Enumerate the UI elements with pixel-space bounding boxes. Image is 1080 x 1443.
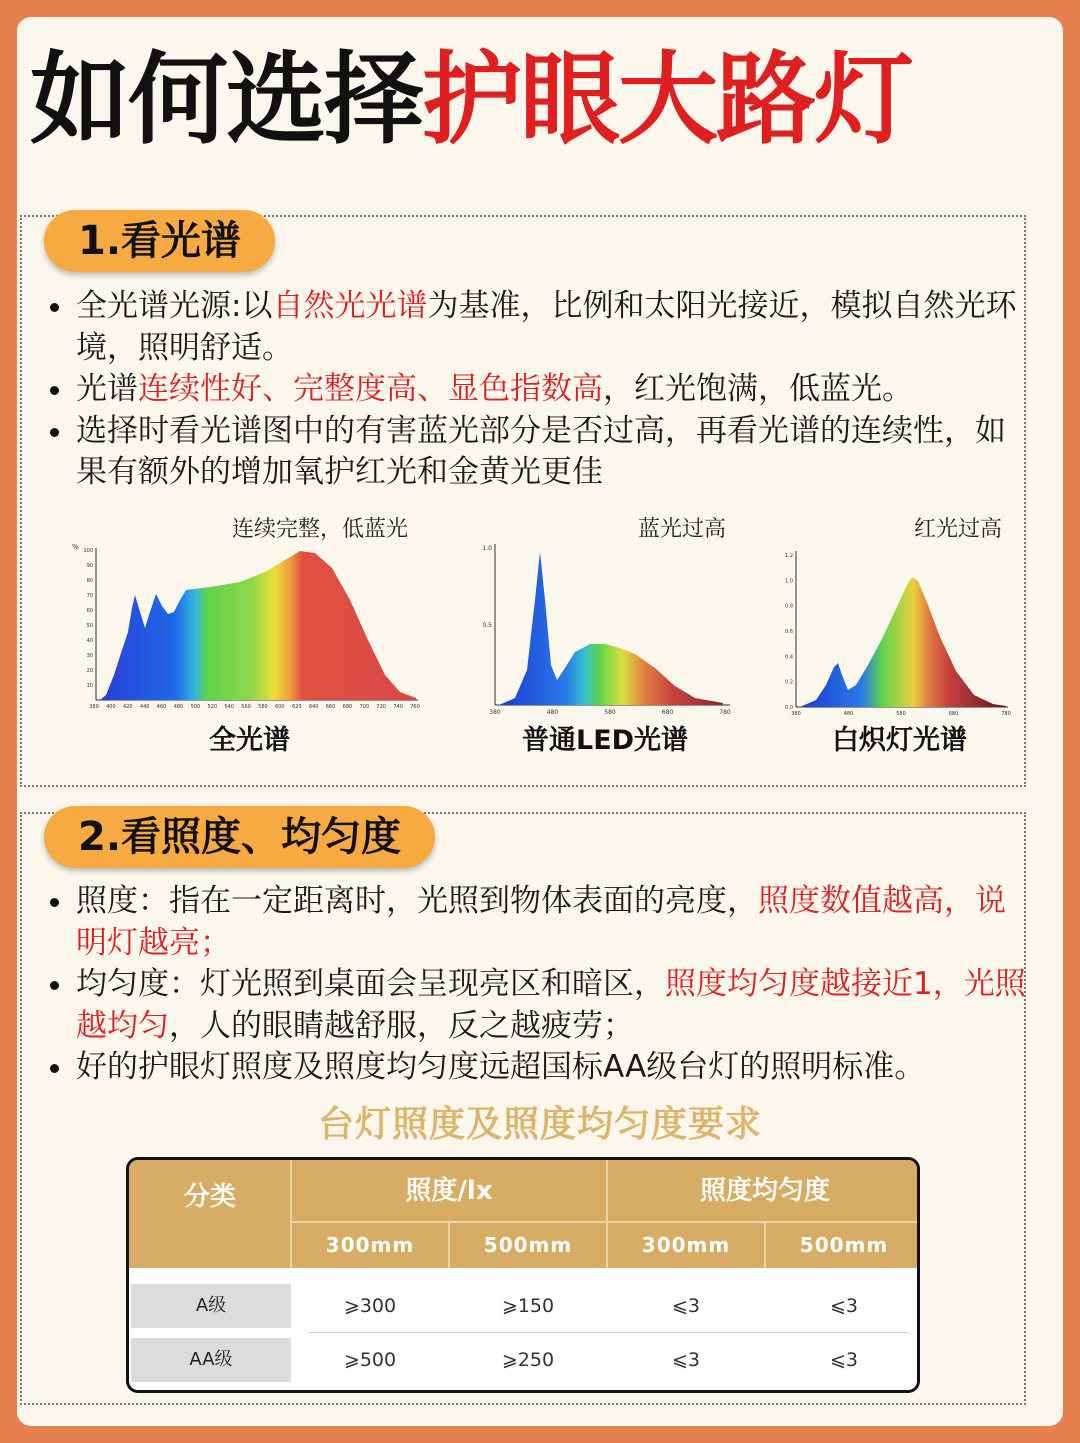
- x-tick-label: 540: [224, 704, 234, 710]
- section2-heading: 2.看照度、均匀度: [44, 806, 435, 868]
- bullet-item: [40, 411, 1030, 494]
- led-spectrum-curve: [499, 552, 723, 705]
- chart-caption: 连续完整，低蓝光: [232, 517, 409, 542]
- x-tick-label: 440: [139, 704, 150, 710]
- bullet-item: [40, 964, 1030, 1047]
- full-spectrum-chart: [70, 540, 420, 715]
- table-cell: ⩾300: [343, 1295, 397, 1317]
- x-tick-label: 680: [342, 704, 353, 710]
- y-tick-label: 10: [86, 683, 93, 689]
- bullet-text: 好的护眼灯照度及照度均匀度远超国标AA级台灯的照明标准。: [76, 1049, 926, 1085]
- x-tick-label: 580: [604, 709, 616, 716]
- y-tick-label: 30: [86, 653, 93, 659]
- x-tick-label: 680: [948, 711, 959, 715]
- y-tick-label: 90: [86, 563, 93, 569]
- y-tick-label: 0.2: [785, 679, 793, 686]
- bullet-text: ，红光饱满，低蓝光。: [603, 371, 913, 407]
- x-tick-label: 500: [190, 704, 201, 710]
- subheader: 500mm: [449, 1222, 607, 1268]
- table-cell: ⩽3: [829, 1295, 858, 1317]
- header-illuminance: 照度/lx: [291, 1160, 607, 1222]
- x-tick-label: 600: [275, 704, 285, 710]
- section1-heading: 1.看光谱: [44, 210, 275, 272]
- table-cell: ⩽3: [671, 1295, 700, 1317]
- table-cell: ⩾150: [501, 1295, 555, 1317]
- bullet-highlight: 照度均匀度越接近1，光照越均匀: [76, 966, 1026, 1044]
- y-tick-label: 80: [86, 578, 93, 584]
- bullet-item: [40, 881, 1030, 964]
- bullet-highlight: 自然光光谱: [272, 288, 428, 324]
- chart-name: 普通LED光谱: [522, 725, 689, 756]
- row-label: AA级: [131, 1338, 291, 1382]
- y-tick-label: 50: [86, 623, 93, 629]
- chart-name: 全光谱: [209, 725, 290, 756]
- y-tick-label: 0.0: [785, 705, 793, 711]
- bullet-text: 为基准，比例和太阳光接近，模拟自然光环境，照明舒适。: [76, 288, 1017, 366]
- bullet-text: 均匀度：灯光照到桌面会呈现亮区和暗区，: [76, 966, 665, 1002]
- chart-caption: 蓝光过高: [638, 517, 727, 542]
- y-tick-label: 60: [86, 608, 93, 614]
- header-category: 分类: [129, 1160, 291, 1268]
- bullet-highlight: 连续性好、完整度高、显色指数高: [138, 371, 603, 407]
- y-tick-label: 20: [86, 668, 93, 674]
- y-tick-label: 1.0: [482, 545, 492, 552]
- bullet-highlight: 照度数值越高，说明灯越亮；: [76, 883, 1006, 961]
- bullet-text: 选择时看光谱图中的有害蓝光部分是否过高，再看光谱的连续性，如果有额外的增加氧护红光和金黄光更佳: [76, 412, 1006, 490]
- y-tick-label: 40: [86, 638, 93, 644]
- x-tick-label: 740: [393, 704, 403, 710]
- x-tick-label: 400: [106, 704, 116, 710]
- led-spectrum-chart: [475, 540, 737, 720]
- title-black: 如何选择: [30, 41, 422, 158]
- y-unit: %: [72, 543, 79, 551]
- incandescent-spectrum-curve: [800, 577, 1006, 707]
- x-tick-label: 760: [410, 704, 420, 710]
- x-tick-label: 480: [546, 709, 559, 716]
- x-tick-label: 680: [661, 709, 674, 716]
- table-cell: ⩽3: [671, 1349, 700, 1371]
- x-tick-label: 520: [207, 704, 218, 710]
- chart-name: 白炽灯光谱: [832, 725, 967, 756]
- y-tick-label: 0.8: [785, 603, 793, 610]
- section2-bullets: [40, 881, 1030, 1089]
- section1-bullets: [40, 286, 1030, 494]
- x-tick-label: 580: [896, 711, 906, 715]
- chart-caption: 红光过高: [914, 517, 1003, 542]
- x-tick-label: 660: [325, 704, 336, 710]
- bullet-text: 光谱: [76, 371, 138, 407]
- y-tick-label: 0.6: [785, 629, 793, 635]
- x-tick-label: 380: [89, 704, 99, 710]
- x-tick-label: 580: [258, 704, 268, 710]
- x-tick-label: 380: [791, 711, 801, 715]
- bullet-item: [40, 286, 1030, 369]
- x-tick-label: 620: [291, 704, 302, 710]
- bullet-text: 照度：指在一定距离时，光照到物体表面的亮度，: [76, 883, 758, 919]
- table-title: 台灯照度及照度均匀度要求: [317, 1104, 762, 1145]
- x-tick-label: 780: [1001, 711, 1011, 715]
- y-tick-label: 70: [86, 593, 93, 599]
- page-title: [30, 40, 912, 160]
- subheader: 500mm: [765, 1222, 920, 1268]
- y-tick-label: 1.0: [785, 578, 793, 585]
- y-tick-label: 100: [83, 548, 93, 554]
- x-tick-label: 460: [156, 704, 167, 710]
- x-tick-label: 420: [123, 704, 133, 710]
- x-tick-label: 700: [359, 704, 370, 710]
- y-tick-label: 0.4: [785, 654, 793, 661]
- bullet-item: [40, 369, 1030, 411]
- bullet-text: ，人的眼睛越舒服，反之越疲劳；: [169, 1007, 634, 1044]
- bullet-item: [40, 1047, 1030, 1089]
- table-cell: ⩽3: [829, 1349, 858, 1371]
- x-tick-label: 560: [241, 704, 251, 710]
- subheader: 300mm: [291, 1222, 449, 1268]
- full-spectrum-curve: [100, 551, 416, 700]
- x-tick-label: 380: [489, 709, 501, 716]
- table-cell: ⩾500: [343, 1349, 397, 1371]
- y-tick-label: 0.5: [482, 622, 492, 629]
- x-tick-label: 780: [719, 709, 731, 716]
- y-tick-label: 1.2: [785, 553, 793, 559]
- subheader: 300mm: [607, 1222, 765, 1268]
- x-tick-label: 640: [308, 704, 319, 710]
- bullet-text: 全光谱光源:以: [76, 288, 273, 324]
- row-label: A级: [131, 1284, 291, 1328]
- incandescent-spectrum-chart: [778, 545, 1013, 715]
- x-tick-label: 480: [843, 711, 854, 715]
- x-tick-label: 720: [376, 704, 386, 710]
- title-red: 护眼大路灯: [422, 41, 912, 158]
- table-cell: ⩾250: [501, 1349, 555, 1371]
- header-uniformity: 照度均匀度: [607, 1160, 920, 1222]
- x-tick-label: 480: [173, 704, 184, 710]
- requirements-table: [126, 1157, 920, 1393]
